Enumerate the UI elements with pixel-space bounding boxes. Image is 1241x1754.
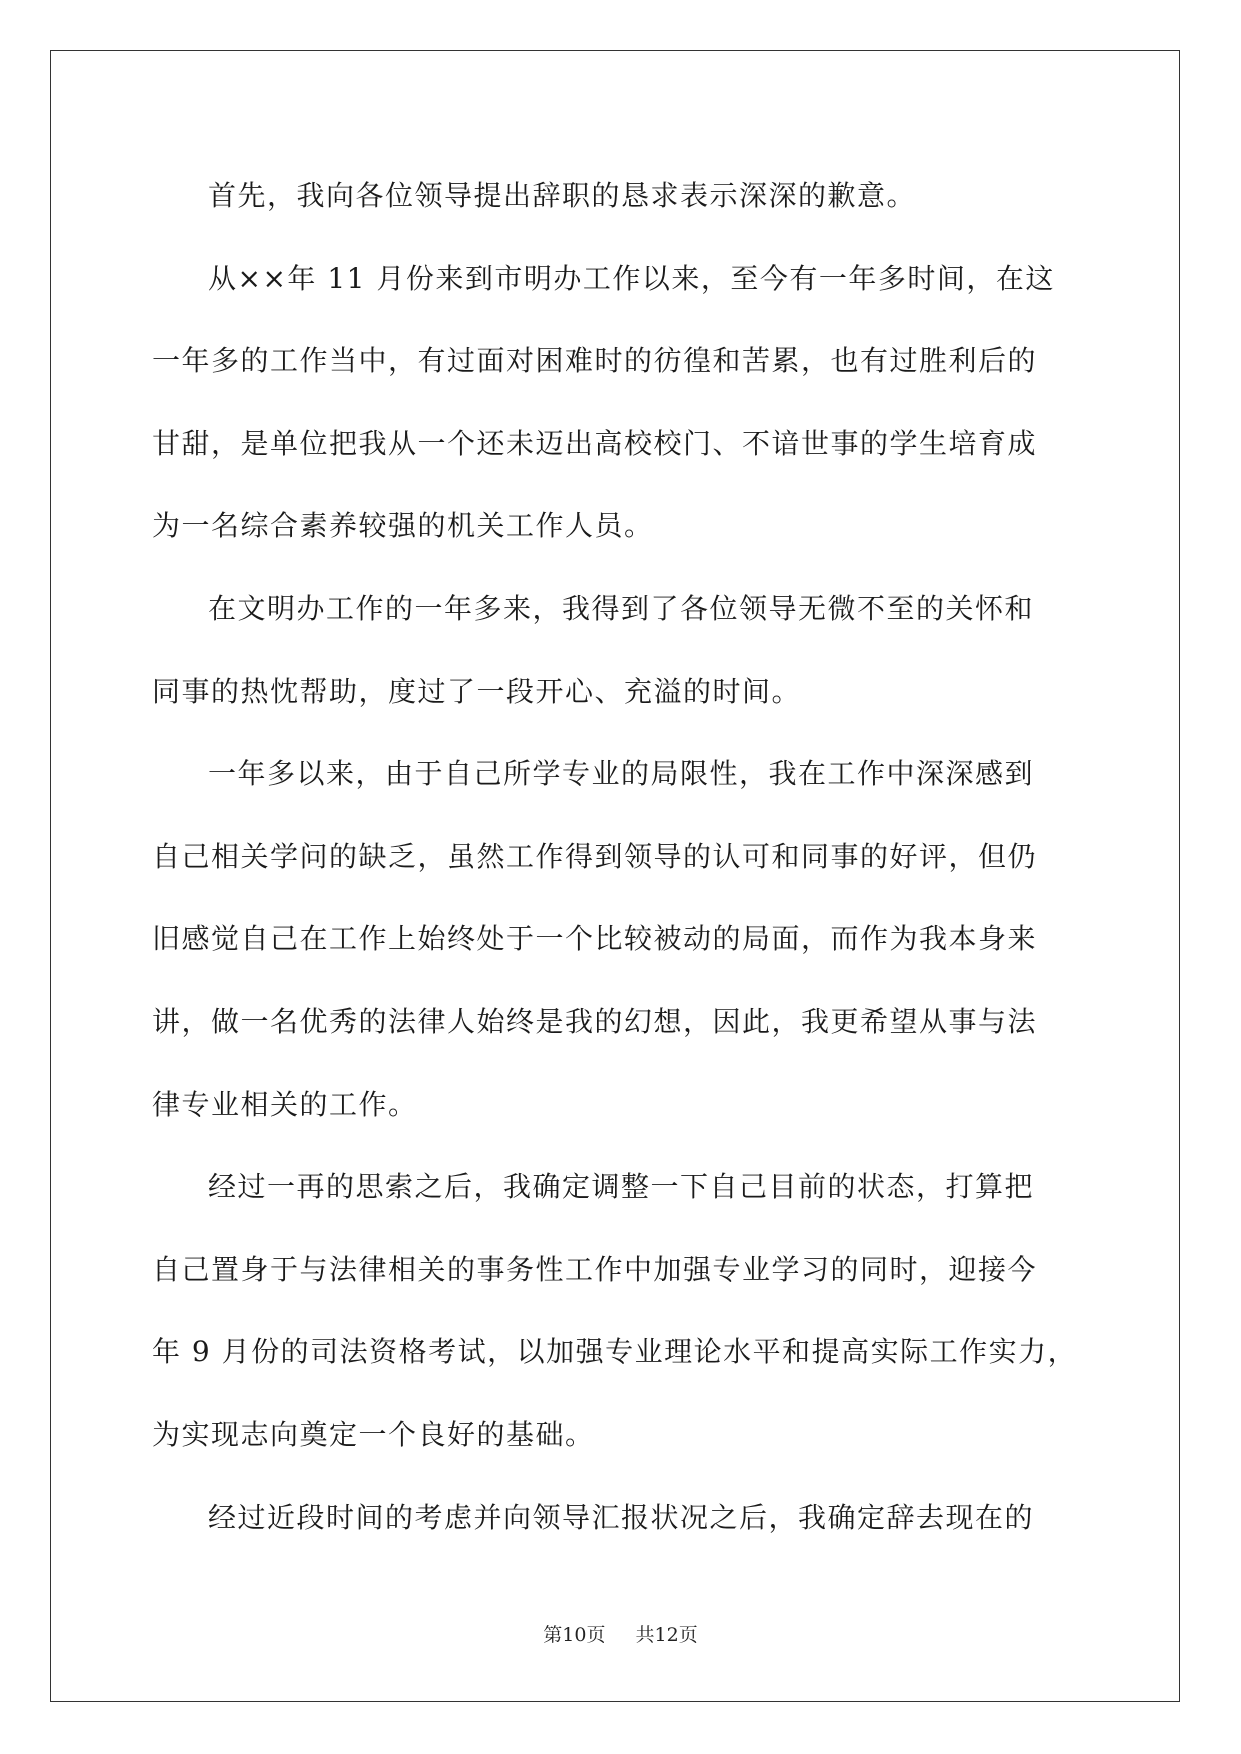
text-line: 自己置身于与法律相关的事务性工作中加强专业学习的同时，迎接今	[152, 1252, 1038, 1286]
paragraph-apology	[152, 155, 1086, 238]
text-line: 从××年 11 月份来到市明办工作以来，至今有一年多时间，在这	[208, 261, 1055, 295]
page-number-current: 第10页	[543, 1624, 606, 1646]
text-line: 一年多以来，由于自己所学专业的局限性，我在工作中深深感到	[208, 757, 1035, 791]
paragraph-work-history	[152, 238, 1086, 568]
text-line: 自己相关学问的缺乏，虽然工作得到领导的认可和同事的好评，但仍	[152, 839, 1038, 873]
paragraph-decision	[152, 1477, 1086, 1560]
text-line: 年 9 月份的司法资格考试，以加强专业理论水平和提高实际工作实力，	[152, 1335, 1078, 1369]
document-body	[152, 155, 1086, 1559]
text-line: 为实现志向奠定一个良好的基础。	[152, 1417, 595, 1451]
text-line: 律专业相关的工作。	[152, 1087, 418, 1121]
page-number-total: 共12页	[635, 1624, 698, 1646]
text-line: 同事的热忱帮助，度过了一段开心、充溢的时间。	[152, 674, 802, 708]
text-line: 甘甜，是单位把我从一个还未迈出高校校门、不谙世事的学生培育成	[152, 426, 1038, 460]
paragraph-gratitude	[152, 568, 1086, 733]
text-line: 在文明办工作的一年多来，我得到了各位领导无微不至的关怀和	[208, 591, 1035, 625]
text-line: 讲，做一名优秀的法律人始终是我的幻想，因此，我更希望从事与法	[152, 1004, 1038, 1038]
paragraph-plan	[152, 1146, 1086, 1476]
page-footer	[0, 1620, 1241, 1647]
paragraph-limitations	[152, 733, 1086, 1146]
text-line: 经过近段时间的考虑并向领导汇报状况之后，我确定辞去现在的	[208, 1500, 1035, 1534]
text-line: 一年多的工作当中，有过面对困难时的彷徨和苦累，也有过胜利后的	[152, 344, 1038, 378]
text-line: 旧感觉自己在工作上始终处于一个比较被动的局面，而作为我本身来	[152, 922, 1038, 956]
text-line: 经过一再的思索之后，我确定调整一下自己目前的状态，打算把	[208, 1170, 1035, 1204]
text-line: 首先，我向各位领导提出辞职的恳求表示深深的歉意。	[208, 179, 917, 212]
text-line: 为一名综合素养较强的机关工作人员。	[152, 509, 654, 543]
